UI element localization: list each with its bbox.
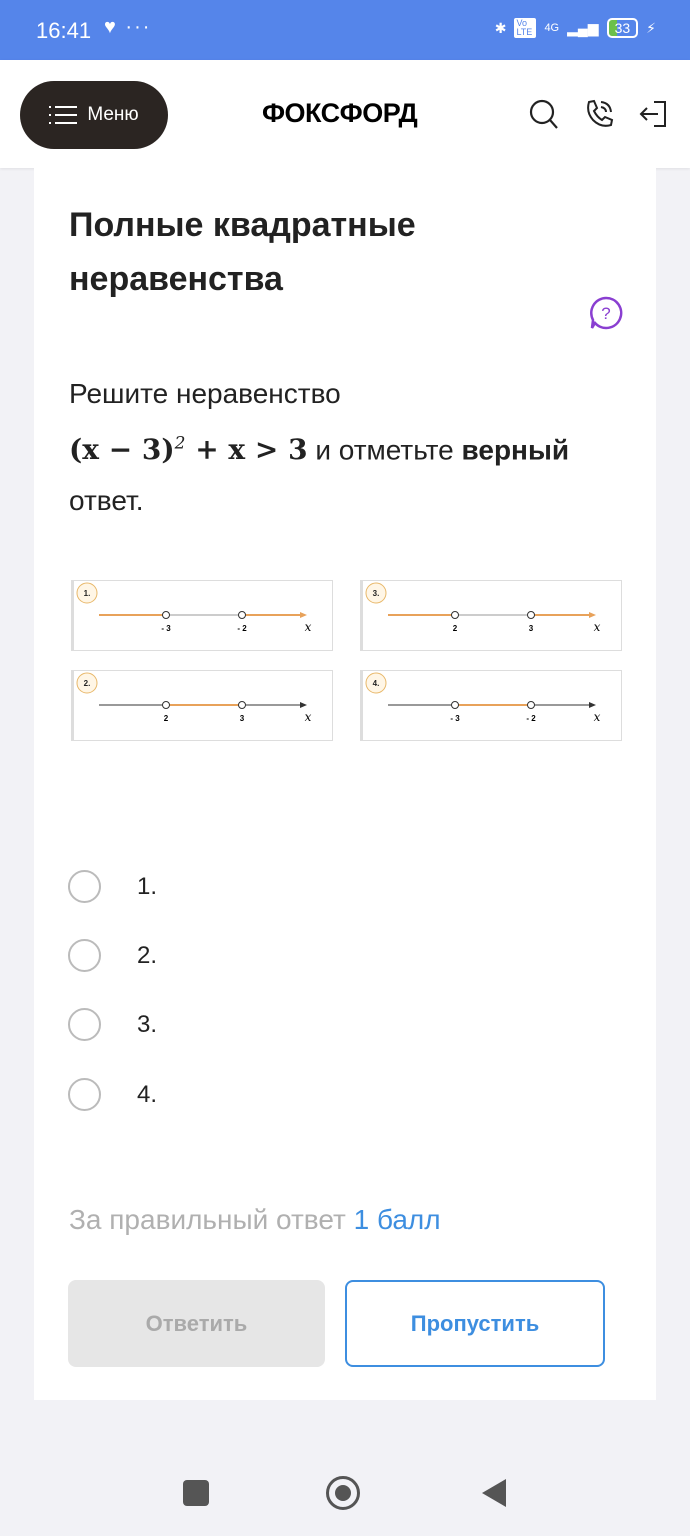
axis-label: x [593,620,601,634]
skip-button[interactable]: Пропустить [345,1280,605,1367]
menu-button[interactable] [20,81,168,149]
svg-text:?: ? [601,304,611,323]
answer-button[interactable]: Ответить [68,1280,325,1367]
number-line-image [71,670,333,741]
option-label: 4. [137,1080,158,1108]
number-line-image [71,580,333,651]
tick-label: 2 [163,714,169,723]
logo[interactable]: ФОКСФОРД [262,98,418,128]
arrow-head [589,612,596,618]
status-icons [495,18,656,38]
list-icon [49,105,77,125]
bluetooth-icon: ✱ [494,19,507,36]
arrow-head [300,702,307,708]
radio-button[interactable] [68,1008,101,1041]
logout-icon[interactable] [638,98,670,130]
tick-label: 3 [528,624,534,633]
open-point [452,702,459,709]
option-label: 1. [137,872,158,900]
recent-apps-button[interactable] [178,1475,214,1511]
tick-label: - 3 [450,714,460,723]
option-3[interactable] [68,1008,157,1041]
home-button[interactable] [325,1475,361,1511]
tick-label: - 2 [237,624,247,633]
charging-icon: ⚡ [646,19,656,36]
status-time: 16:41 [36,18,92,43]
inequality [69,433,308,466]
arrow-head [300,612,307,618]
badge-label: 1. [83,589,91,598]
open-point [163,612,170,619]
back-button[interactable] [478,1475,514,1511]
radio-button[interactable] [68,1078,101,1111]
network-label: 4G [544,22,560,34]
status-bar [0,0,690,60]
option-label: 3. [137,1010,158,1038]
task-title: Полные квадратные неравенства [69,206,416,298]
tick-label: 3 [239,714,245,723]
badge-label: 4. [372,679,380,688]
prompt-mid: и отметьте [307,434,462,466]
open-point [239,702,246,709]
question-text [69,368,629,526]
axis-label: x [304,620,312,634]
badge-label: 3. [372,589,380,598]
battery-icon: 33 [607,18,639,38]
tick-label: - 3 [161,624,171,633]
option-4[interactable] [68,1078,157,1111]
open-point [239,612,246,619]
notification-icons: ♥ ··· [104,16,152,38]
option-1[interactable] [68,870,157,903]
task-card [34,168,656,1400]
math-exponent: 2 [174,434,186,454]
phone-icon[interactable] [583,98,615,130]
open-point [528,612,535,619]
axis-label: x [593,710,601,724]
prompt-end: ответ. [69,485,144,517]
axis-label: x [304,710,312,724]
help-icon[interactable] [589,296,623,330]
open-point [528,702,535,709]
arrow-head [589,702,596,708]
radio-button[interactable] [68,939,101,972]
open-point [163,702,170,709]
prompt-start: Решите неравенство [69,378,341,409]
number-line-image [360,670,622,741]
option-2[interactable] [68,939,157,972]
points-value: 1 балл [353,1204,441,1235]
math-base: (x − 3) [69,433,175,467]
volte-icon: Vo LTE [514,18,536,38]
app-header [0,60,690,168]
prompt-bold: верный [461,434,570,466]
points-prefix: За правильный ответ [69,1204,354,1235]
option-label: 2. [137,941,158,969]
points-info [69,1204,441,1236]
badge-label: 2. [83,679,91,688]
signal-icon: ▂▄▆ [567,19,599,36]
number-line-image [360,580,622,651]
math-rest: + x > 3 [185,433,308,467]
radio-button[interactable] [68,870,101,903]
tick-label: - 2 [526,714,536,723]
search-icon[interactable] [528,98,560,130]
menu-label: Меню [87,104,139,125]
tick-label: 2 [452,624,458,633]
open-point [452,612,459,619]
